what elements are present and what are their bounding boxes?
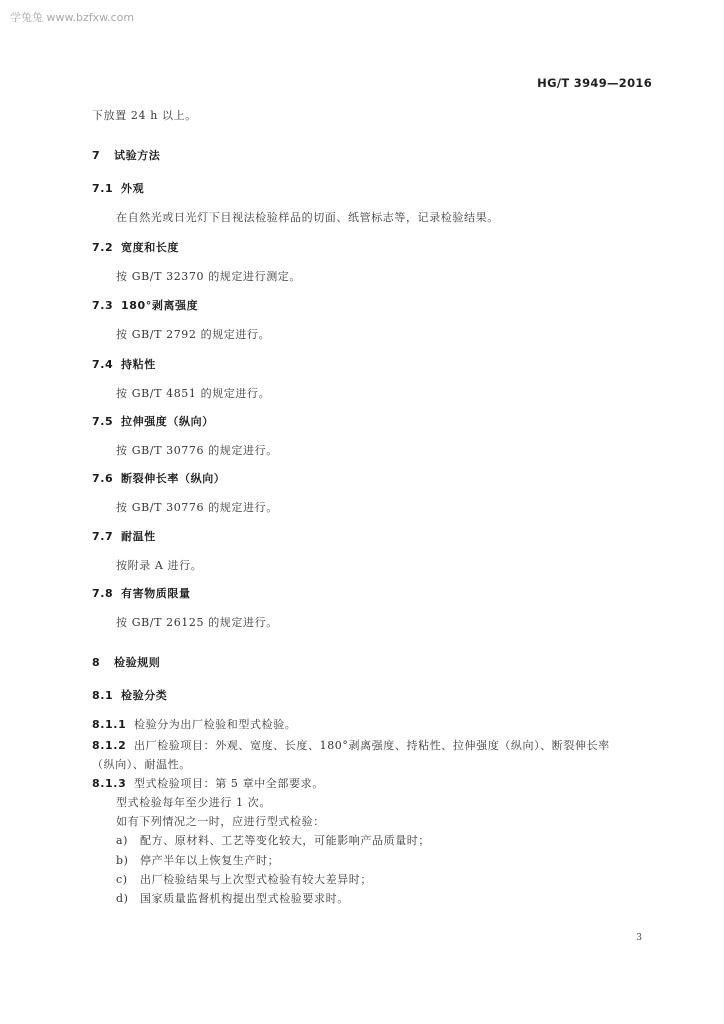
clause-7-5-text: 按 GB/T 30776 的规定进行。 [116,444,278,457]
clause-7-4-heading: 7.4 持粘性 [92,358,156,371]
list-item-a: a) 配方、原材料、工艺等变化较大，可能影响产品质量时； [116,834,430,847]
clause-7-8-heading: 7.8 有害物质限量 [92,587,191,600]
clause-7-2-text: 按 GB/T 32370 的规定进行测定。 [116,270,301,283]
page-number: 3 [636,933,642,943]
list-item-c: c) 出厂检验结果与上次型式检验有较大差异时； [116,873,372,886]
clause-7-8-text: 按 GB/T 26125 的规定进行。 [116,616,278,629]
standard-code: HG/T 3949—2016 [537,76,652,90]
clause-8-1-3: 8.1.3 型式检验项目：第 5 章中全部要求。 [92,777,324,790]
clause-7-4-text: 按 GB/T 4851 的规定进行。 [116,387,271,400]
clause-7-3-text: 按 GB/T 2792 的规定进行。 [116,328,271,341]
list-item-b: b) 停产半年以上恢复生产时； [116,854,280,867]
clause-8-1-2: 8.1.2 出厂检验项目：外观、宽度、长度、180°剥离强度、持粘性、拉伸强度（纵向）、断裂伸长率 [92,739,610,752]
continuation-text: 下放置 24 h 以上。 [92,109,197,122]
clause-8-1-2-continuation: （纵向）、耐温性。 [92,758,191,771]
clause-7-5-heading: 7.5 拉伸强度（纵向） [92,415,214,428]
clause-7-2-heading: 7.2 宽度和长度 [92,241,179,254]
clause-7-6-heading: 7.6 断裂伸长率（纵向） [92,472,226,485]
clause-7-1-text: 在自然光或日光灯下目视法检验样品的切面、纸管标志等，记录检验结果。 [116,211,499,224]
paragraph-conditions: 如有下列情况之一时，应进行型式检验： [116,815,325,828]
section-8-heading: 8 检验规则 [92,656,161,669]
clause-7-3-heading: 7.3 180°剥离强度 [92,299,199,312]
clause-7-7-heading: 7.7 耐温性 [92,530,156,543]
paragraph-frequency: 型式检验每年至少进行 1 次。 [116,796,271,809]
section-7-heading: 7 试验方法 [92,149,161,162]
watermark: 学兔兔 www.bzfxw.com [10,11,135,24]
clause-8-1-heading: 8.1 检验分类 [92,689,168,702]
clause-7-6-text: 按 GB/T 30776 的规定进行。 [116,501,278,514]
clause-8-1-1: 8.1.1 检验分为出厂检验和型式检验。 [92,718,297,731]
clause-7-1-heading: 7.1 外观 [92,182,145,195]
list-item-d: d) 国家质量监督机构提出型式检验要求时。 [116,892,349,905]
clause-7-7-text: 按附录 A 进行。 [116,559,203,572]
